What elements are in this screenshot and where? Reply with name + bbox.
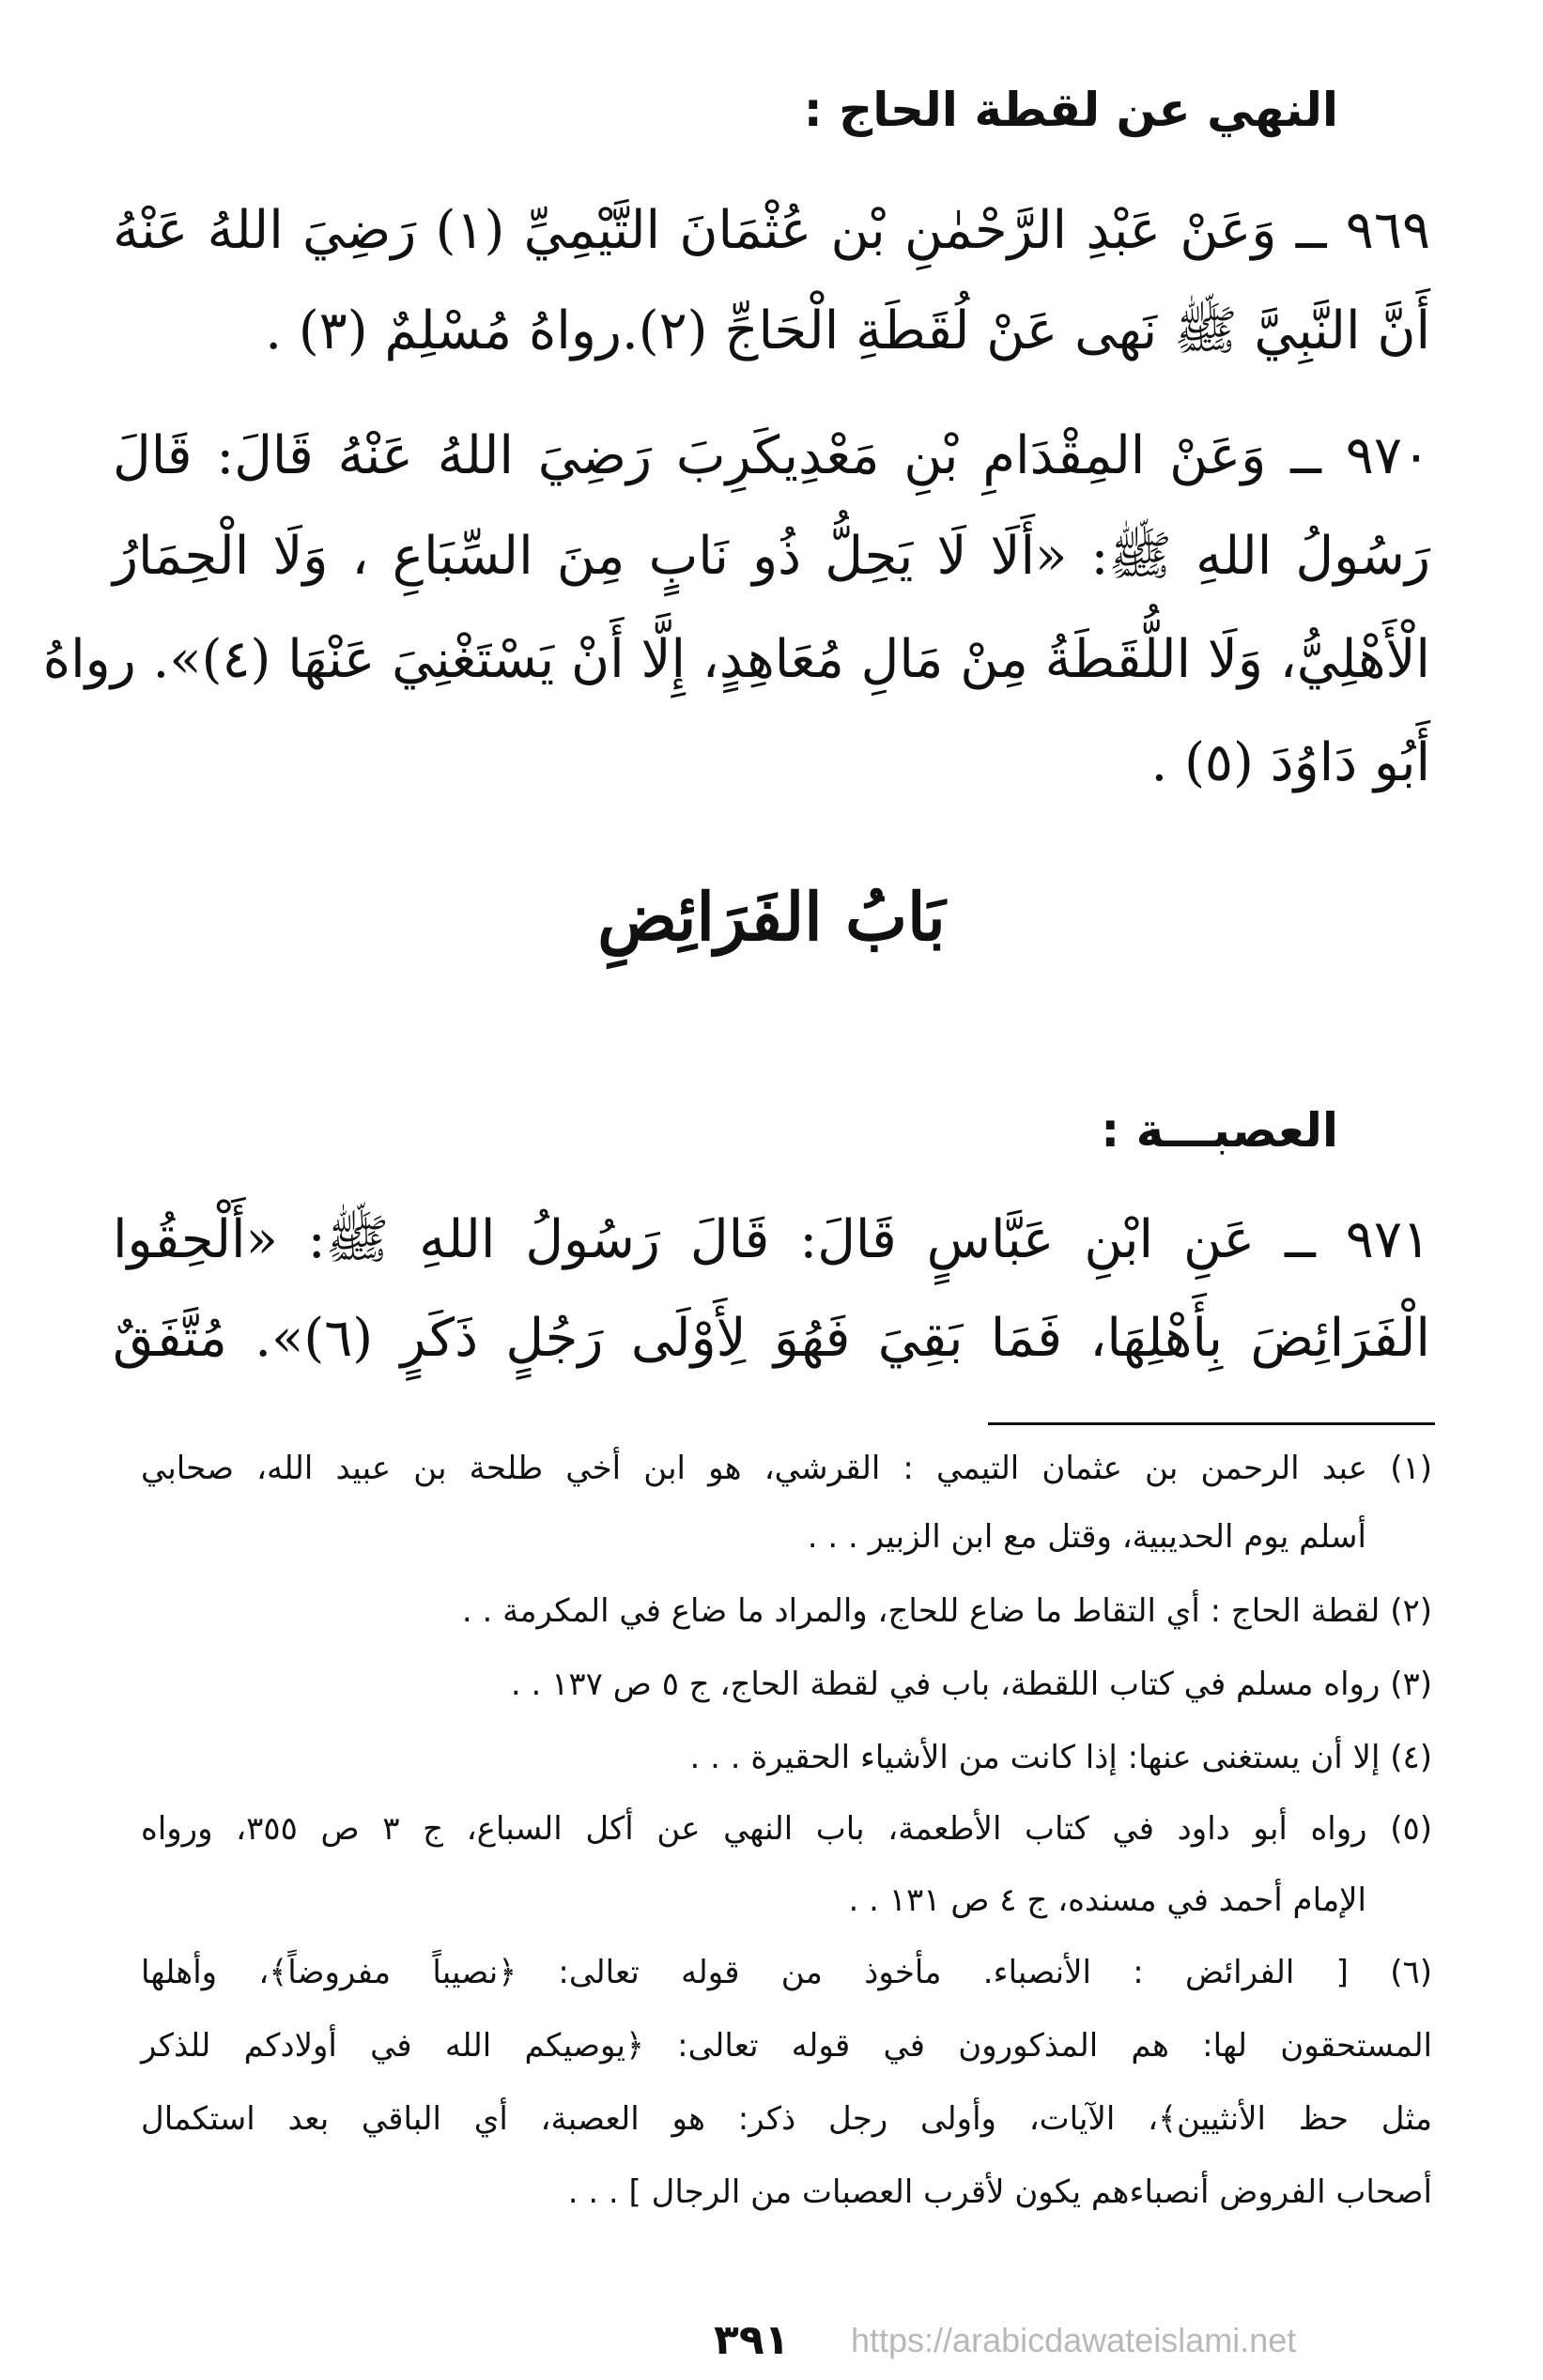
hadith-970-line-1: ٩٧٠ ــ وَعَنْ المِقْدَامِ بْنِ مَعْدِيكَرِبَ رَضِيَ اللهُ عَنْهُ قَالَ: قَالَ xyxy=(113,425,1430,486)
hadith-970-line-2: رَسُولُ اللهِ ﷺ: «أَلَا لَا يَحِلُّ ذُو نَابٍ مِنَ السِّبَاعِ ، وَلَا الْحِمَارُ xyxy=(113,526,1430,587)
footnote-5-line-2: الإمام أحمد في مسنده، ج ٤ ص ١٣١ . . xyxy=(848,1881,1366,1919)
footnote-6-line-1: (٦) [ الفرائض : الأنصباء. مأخوذ من قوله تعالى: ﴿نصيباً مفروضاً﴾، وأهلها xyxy=(141,1954,1432,1991)
hadith-970-line-3: الْأَهْلِيُّ، وَلَا اللُّقَطَةُ مِنْ مَالِ مُعَاهِدٍ، إِلَّا أَنْ يَسْتَغْنِيَ عَنْهَا (٤)». رواهُ xyxy=(42,629,1430,690)
footnote-2: (٢) لقطة الحاج : أي التقاط ما ضاع للحاج، والمراد ما ضاع في المكرمة . . xyxy=(461,1592,1432,1630)
watermark-url: https://arabicdawateislami.net xyxy=(851,2321,1297,2359)
footnote-1-line-2: أسلم يوم الحديبية، وقتل مع ابن الزبير . . . xyxy=(807,1518,1366,1556)
section-heading-lost-property: النهي عن لقطة الحاج : xyxy=(803,83,1338,137)
footnote-6-line-2: المستحقون لها: هم المذكورون في قوله تعالى: ﴿يوصيكم الله في أولادكم للذكر xyxy=(141,2027,1432,2065)
hadith-971-line-2: الْفَرَائِضَ بِأَهْلِهَا، فَمَا بَقِيَ فَهُوَ لِأَوْلَى رَجُلٍ ذَكَرٍ (٦)». مُتَّفَقٌ xyxy=(113,1308,1430,1369)
hadith-969-line-1: ٩٦٩ ــ وَعَنْ عَبْدِ الرَّحْمٰنِ بْن عُثْمَانَ التَّيْمِيِّ (١) رَضِيَ اللهُ عَنْهُ xyxy=(113,200,1431,261)
chapter-title: بَابُ الفَرَائِضِ xyxy=(597,878,946,956)
footnote-3: (٣) رواه مسلم في كتاب اللقطة، باب في لقطة الحاج، ج ٥ ص ١٣٧ . . xyxy=(510,1666,1432,1703)
page-number: ٣٩١ xyxy=(714,2316,790,2364)
hadith-971-line-1: ٩٧١ ــ عَنِ ابْنِ عَبَّاسٍ قَالَ: قَالَ رَسُولُ اللهِ ﷺ: «أَلْحِقُوا xyxy=(113,1209,1430,1270)
hadith-970-line-4: أَبُو دَاوُدَ (٥) . xyxy=(1150,732,1430,793)
footnote-5-line-1: (٥) رواه أبو داود في كتاب الأطعمة، باب النهي عن أكل السباع، ج ٣ ص ٣٥٥، ورواه xyxy=(141,1810,1432,1848)
section-heading-asaba: العصبـــة : xyxy=(1101,1103,1338,1158)
footnote-1-line-1: (١) عبد الرحمن بن عثمان التيمي : القرشي، هو ابن أخي طلحة بن عبيد الله، صحابي xyxy=(141,1450,1432,1487)
footnote-6-line-3: مثل حظ الأنثيين﴾، الآيات، وأولى رجل ذكر: هو العصبة، أي الباقي بعد استكمال xyxy=(141,2100,1432,2138)
footnote-6-line-4: أصحاب الفروض أنصباءهم يكون لأقرب العصبات من الرجال ] . . . xyxy=(567,2173,1432,2211)
footnote-4: (٤) إلا أن يستغنى عنها: إذا كانت من الأشياء الحقيرة . . . xyxy=(689,1739,1432,1776)
hadith-969-line-2: أَنَّ النَّبِيَّ ﷺ نَهى عَنْ لُقَطَةِ الْحَاجِّ (٢).رواهُ مُسْلِمٌ (٣) . xyxy=(265,300,1430,361)
footnote-separator xyxy=(988,1422,1435,1425)
